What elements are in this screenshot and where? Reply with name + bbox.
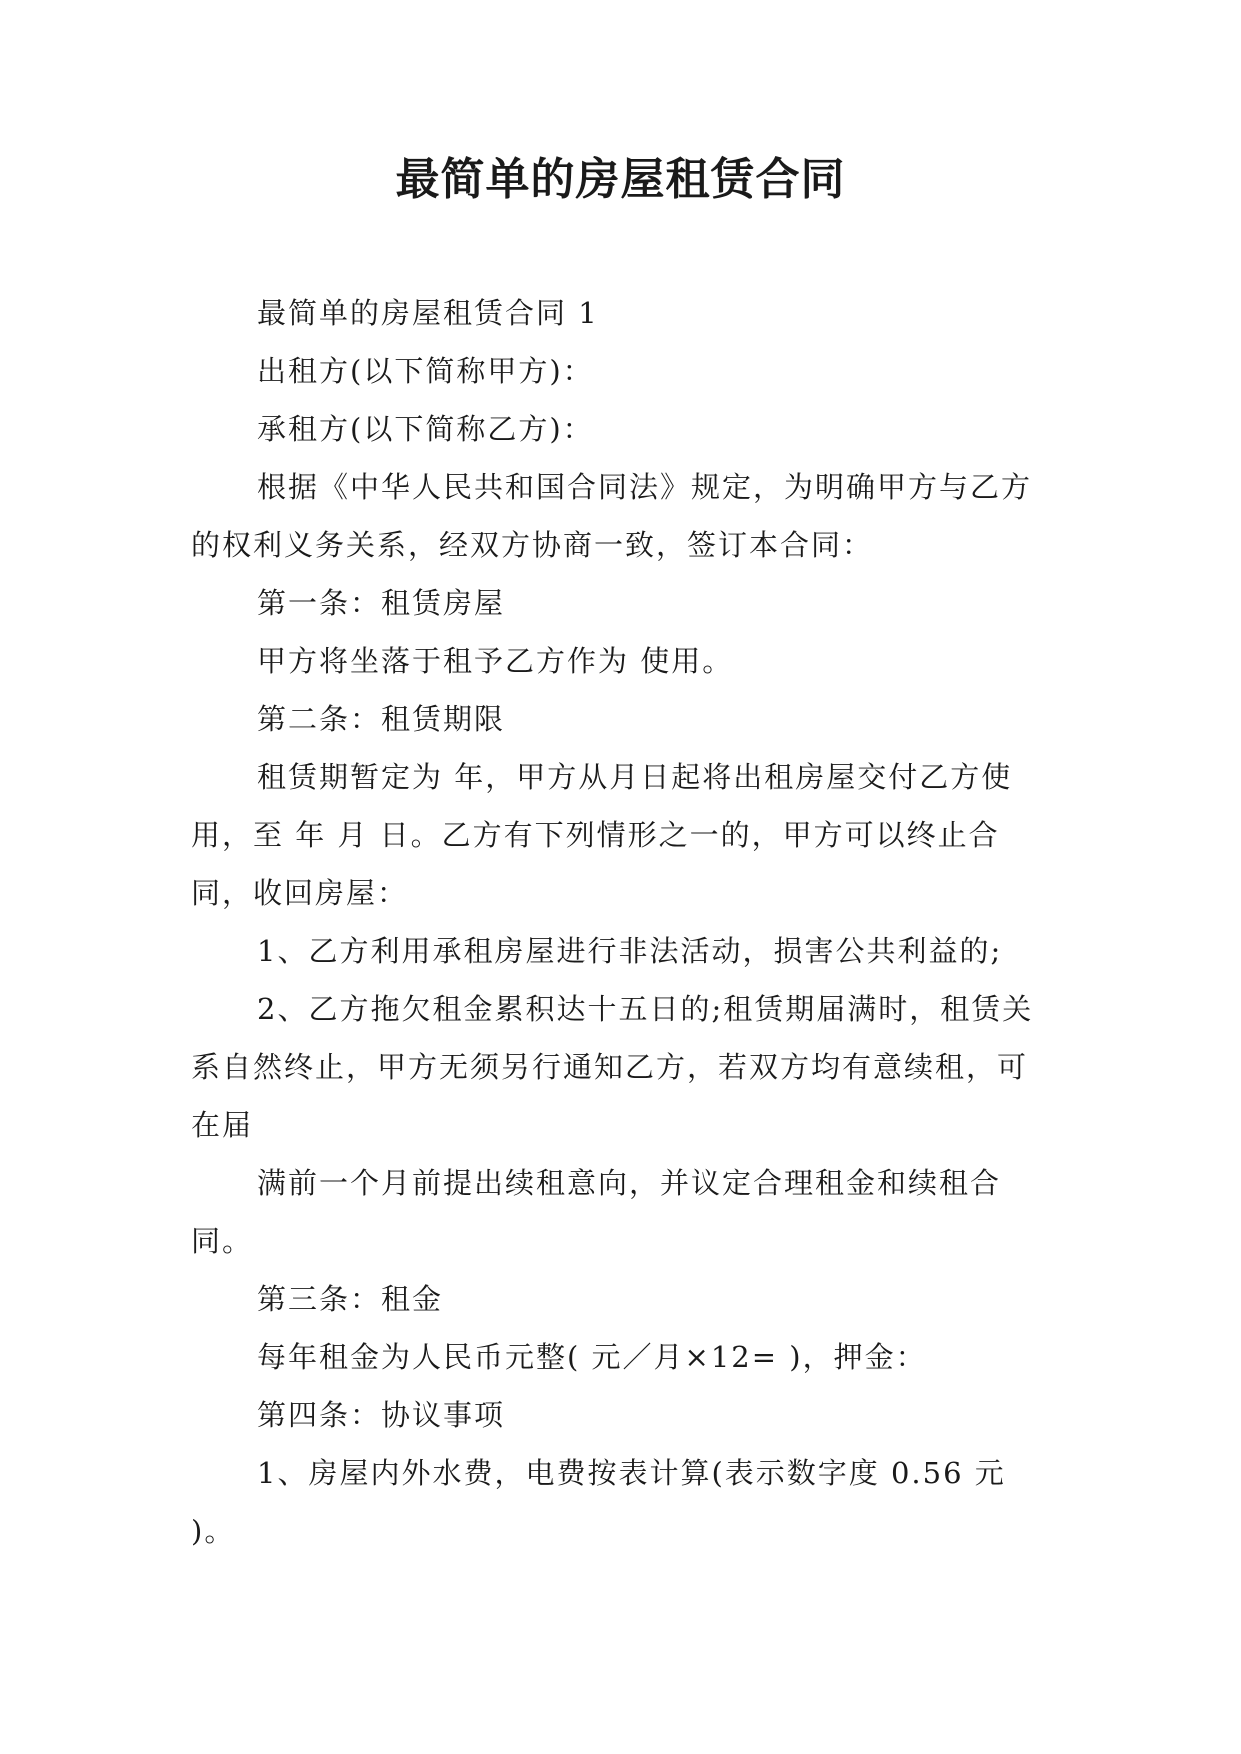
paragraph-article-3-body: 每年租金为人民币元整( 元／月×12= )，押金： <box>257 1340 927 1374</box>
paragraph-article-4-heading: 第四条：协议事项 <box>257 1398 506 1432</box>
paragraph-lessee: 承租方(以下简称乙方)： <box>257 412 594 446</box>
paragraph-article-4-item-1: 1、房屋内外水费，电费按表计算(表示数字度 0.56 元 )。 <box>191 1456 1006 1548</box>
paragraph-article-3-heading: 第三条：租金 <box>257 1282 444 1316</box>
paragraph-article-1-heading: 第一条：租赁房屋 <box>257 586 506 620</box>
document-body <box>191 284 1051 1560</box>
paragraph-article-1-body: 甲方将坐落于租予乙方作为 使用。 <box>257 644 734 678</box>
paragraph-preamble: 根据《中华人民共和国合同法》规定，为明确甲方与乙方的权利义务关系，经双方协商一致，签订本合同： <box>191 470 1033 562</box>
paragraph-termination-item-2: 2、乙方拖欠租金累积达十五日的;租赁期届满时，租赁关系自然终止，甲方无须另行通知乙方，若双方均有意续租，可在届 <box>191 992 1034 1142</box>
paragraph-termination-item-1: 1、乙方利用承租房屋进行非法活动，损害公共利益的; <box>257 934 1003 968</box>
paragraph-article-2-heading: 第二条：租赁期限 <box>257 702 506 736</box>
paragraph-article-2-body: 租赁期暂定为 年，甲方从月日起将出租房屋交付乙方使用，至 年 月 日。乙方有下列情形之一的，甲方可以终止合同，收回房屋： <box>191 760 1013 910</box>
document-title: 最简单的房屋租赁合同 <box>395 154 846 205</box>
paragraph-contract-heading: 最简单的房屋租赁合同 1 <box>257 296 599 330</box>
paragraph-lessor: 出租方(以下简称甲方)： <box>257 354 594 388</box>
paragraph-renewal: 满前一个月前提出续租意向，并议定合理租金和续租合同。 <box>191 1166 1002 1258</box>
